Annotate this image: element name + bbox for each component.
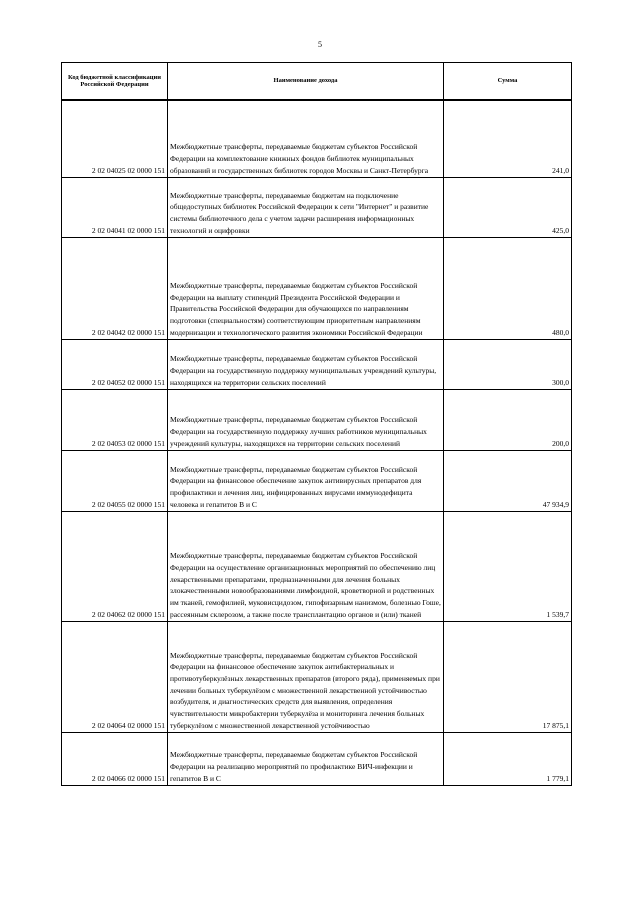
header-amount: Сумма [444,63,572,101]
budget-code: 2 02 04042 02 0000 151 [62,237,168,339]
budget-code: 2 02 04025 02 0000 151 [62,100,168,177]
revenue-amount: 1 539,7 [444,511,572,621]
revenue-name: Межбюджетные трансферты, передаваемые бюджетам субъектов Российской Федерации на финансовое обеспечение закупок антибактериальных и противотуберкулёзных лекарственных препаратов (второго ряда), применяемых при лечении больных туберкулёзом с множественной лекарственной устойчивостью возбудителя, и диагностических средств для выявления, определения чувствительности микробактерии туберкулёза и мониторинга лечения больных туберкулёзом с множественной лекарственной устойчивостью [168,621,444,732]
table-row [62,389,572,450]
table-row [62,237,572,339]
revenue-name: Межбюджетные трансферты, передаваемые бюджетам субъектов Российской Федерации на комплектование книжных фондов библиотек муниципальных образований и государственных библиотек городов Москвы и Санкт-Петербурга [168,100,444,177]
revenue-name: Межбюджетные трансферты, передаваемые бюджетам субъектов Российской Федерации на государственную поддержку муниципальных учреждений культуры, находящихся на территории сельских поселений [168,339,444,389]
revenue-amount: 300,0 [444,339,572,389]
revenue-name: Межбюджетные трансферты, передаваемые бюджетам на подключение общедоступных библиотек Российской Федерации к сети "Интернет" и развитие системы библиотечного дела с учетом задачи расширения информационных технологий и оцифровки [168,177,444,237]
table-row [62,732,572,785]
revenue-name: Межбюджетные трансферты, передаваемые бюджетам субъектов Российской Федерации на осуществление организационных мероприятий по обеспечению лиц лекарственными препаратами, предназначенными для лечения больных злокачественными новообразованиями лимфоидной, кроветворной и родственных им тканей, гемофилией, муковисцидозом, гипофизарным нанизмом, болезнью Гоше, рассеянным склерозом, а также после трансплантацию органов и (или) тканей [168,511,444,621]
revenue-amount: 425,0 [444,177,572,237]
budget-code: 2 02 04064 02 0000 151 [62,621,168,732]
revenue-amount: 17 875,1 [444,621,572,732]
revenue-amount: 480,0 [444,237,572,339]
table-row [62,450,572,511]
revenue-amount: 241,0 [444,100,572,177]
header-code: Код бюджетной классификации Российской Федерации [62,63,168,101]
revenue-amount: 47 934,9 [444,450,572,511]
revenue-amount: 1 779,1 [444,732,572,785]
table-row [62,339,572,389]
budget-code: 2 02 04041 02 0000 151 [62,177,168,237]
table-row [62,511,572,621]
budget-code: 2 02 04062 02 0000 151 [62,511,168,621]
table-row [62,177,572,237]
revenue-table [61,62,572,786]
revenue-name: Межбюджетные трансферты, передаваемые бюджетам субъектов Российской Федерации на государственную поддержку лучших работников муниципальных учреждений культуры, находящихся на территории сельских поселений [168,389,444,450]
page-number: 5 [318,40,322,49]
table-header-row [62,63,572,101]
revenue-name: Межбюджетные трансферты, передаваемые бюджетам субъектов Российской Федерации на финансовое обеспечение закупок антивирусных препаратов для профилактики и лечения лиц, инфицированных вирусами иммунодефицита человека и гепатитов В и С [168,450,444,511]
budget-code: 2 02 04066 02 0000 151 [62,732,168,785]
table-row [62,621,572,732]
header-name: Наименование дохода [168,63,444,101]
table-row [62,100,572,177]
budget-code: 2 02 04055 02 0000 151 [62,450,168,511]
revenue-name: Межбюджетные трансферты, передаваемые бюджетам субъектов Российской Федерации на реализацию мероприятий по профилактике ВИЧ-инфекции и гепатитов В и С [168,732,444,785]
budget-code: 2 02 04053 02 0000 151 [62,389,168,450]
revenue-name: Межбюджетные трансферты, передаваемые бюджетам субъектов Российской Федерации на выплату стипендий Президента Российской Федерации и Правительства Российской Федерации для обучающихся по направлениям подготовки (специальностям) соответствующим приоритетным направлениям модернизации и технологического развития экономики Российской Федерации [168,237,444,339]
revenue-amount: 200,0 [444,389,572,450]
budget-code: 2 02 04052 02 0000 151 [62,339,168,389]
